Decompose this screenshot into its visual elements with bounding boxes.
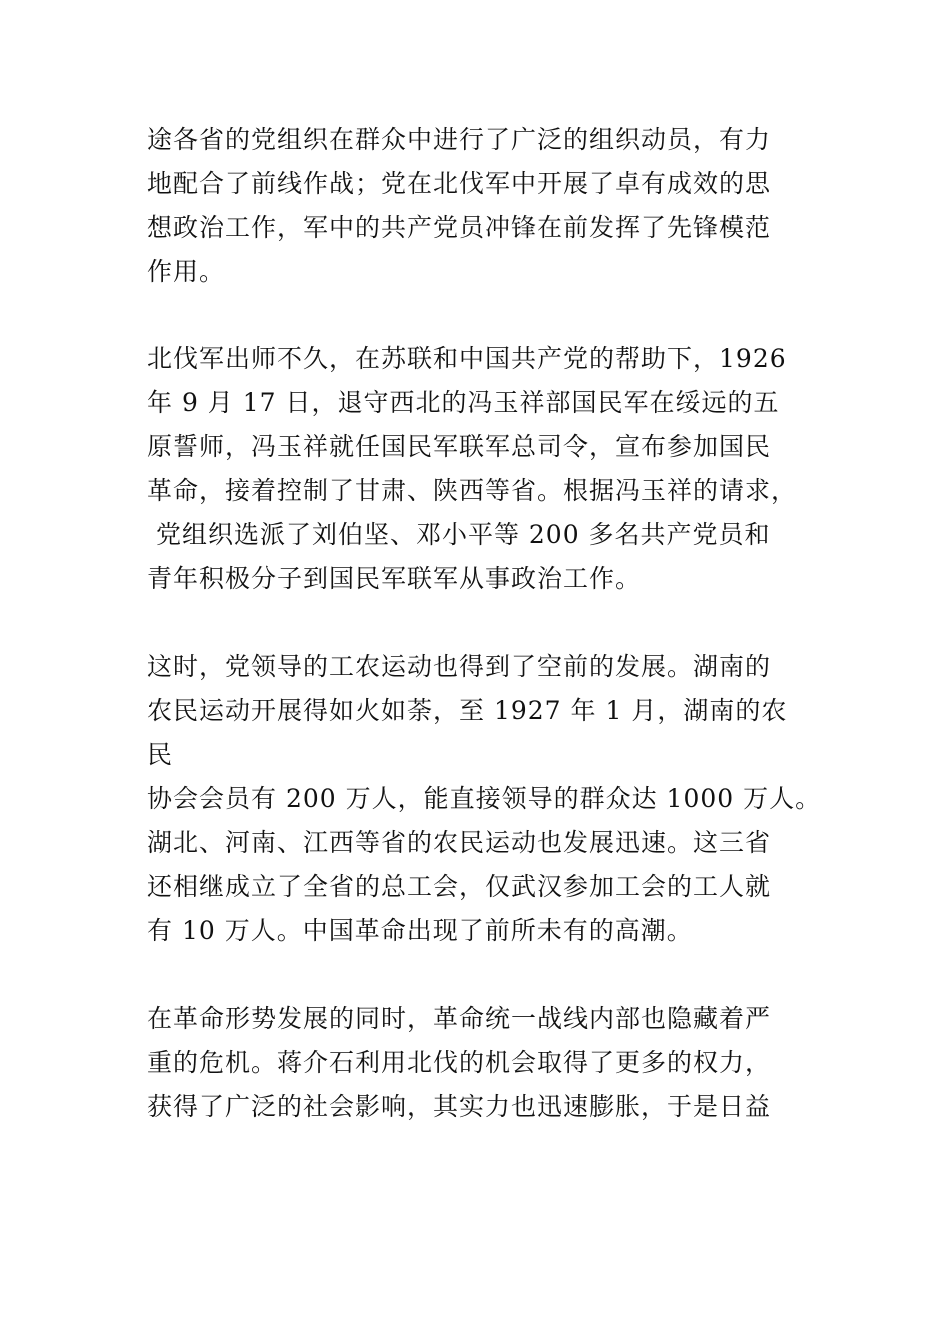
text-line: 有 10 万人。中国革命出现了前所未有的高潮。 xyxy=(147,916,693,945)
text-line: 地配合了前线作战；党在北伐军中开展了卓有成效的思 xyxy=(147,169,772,198)
text-line: 北伐军出师不久，在苏联和中国共产党的帮助下，1926 xyxy=(147,344,787,373)
text-line: 青年积极分子到国民军联军从事政治工作。 xyxy=(147,564,642,593)
text-line: 还相继成立了全省的总工会，仅武汉参加工会的工人就 xyxy=(147,872,772,901)
text-line: 这时，党领导的工农运动也得到了空前的发展。湖南的 xyxy=(147,652,772,681)
text-line: 湖北、河南、江西等省的农民运动也发展迅速。这三省 xyxy=(147,828,772,857)
text-line: 想政治工作，军中的共产党员冲锋在前发挥了先锋模范 xyxy=(147,213,772,242)
text-line: 农民运动开展得如火如荼，至 1927 年 1 月，湖南的农 xyxy=(147,696,788,725)
text-line: 革命，接着控制了甘肃、陕西等省。根据冯玉祥的请求， xyxy=(147,476,798,505)
text-line: 获得了广泛的社会影响，其实力也迅速膨胀，于是日益 xyxy=(147,1092,772,1121)
text-line: 民 xyxy=(147,740,174,769)
text-line: 重的危机。蒋介石利用北伐的机会取得了更多的权力， xyxy=(147,1048,772,1077)
text-line: 在革命形势发展的同时，革命统一战线内部也隐藏着严 xyxy=(147,1004,772,1033)
text-line: 作用。 xyxy=(147,257,226,286)
text-line: 协会会员有 200 万人，能直接领导的群众达 1000 万人。 xyxy=(147,784,822,813)
text-line: 年 9 月 17 日，退守西北的冯玉祥部国民军在绥远的五 xyxy=(147,388,780,417)
text-line: 党组织选派了刘伯坚、邓小平等 200 多名共产党员和 xyxy=(147,520,771,549)
text-line: 途各省的党组织在群众中进行了广泛的组织动员，有力 xyxy=(147,125,772,154)
text-line: 原誓师，冯玉祥就任国民军联军总司令，宣布参加国民 xyxy=(147,432,772,461)
